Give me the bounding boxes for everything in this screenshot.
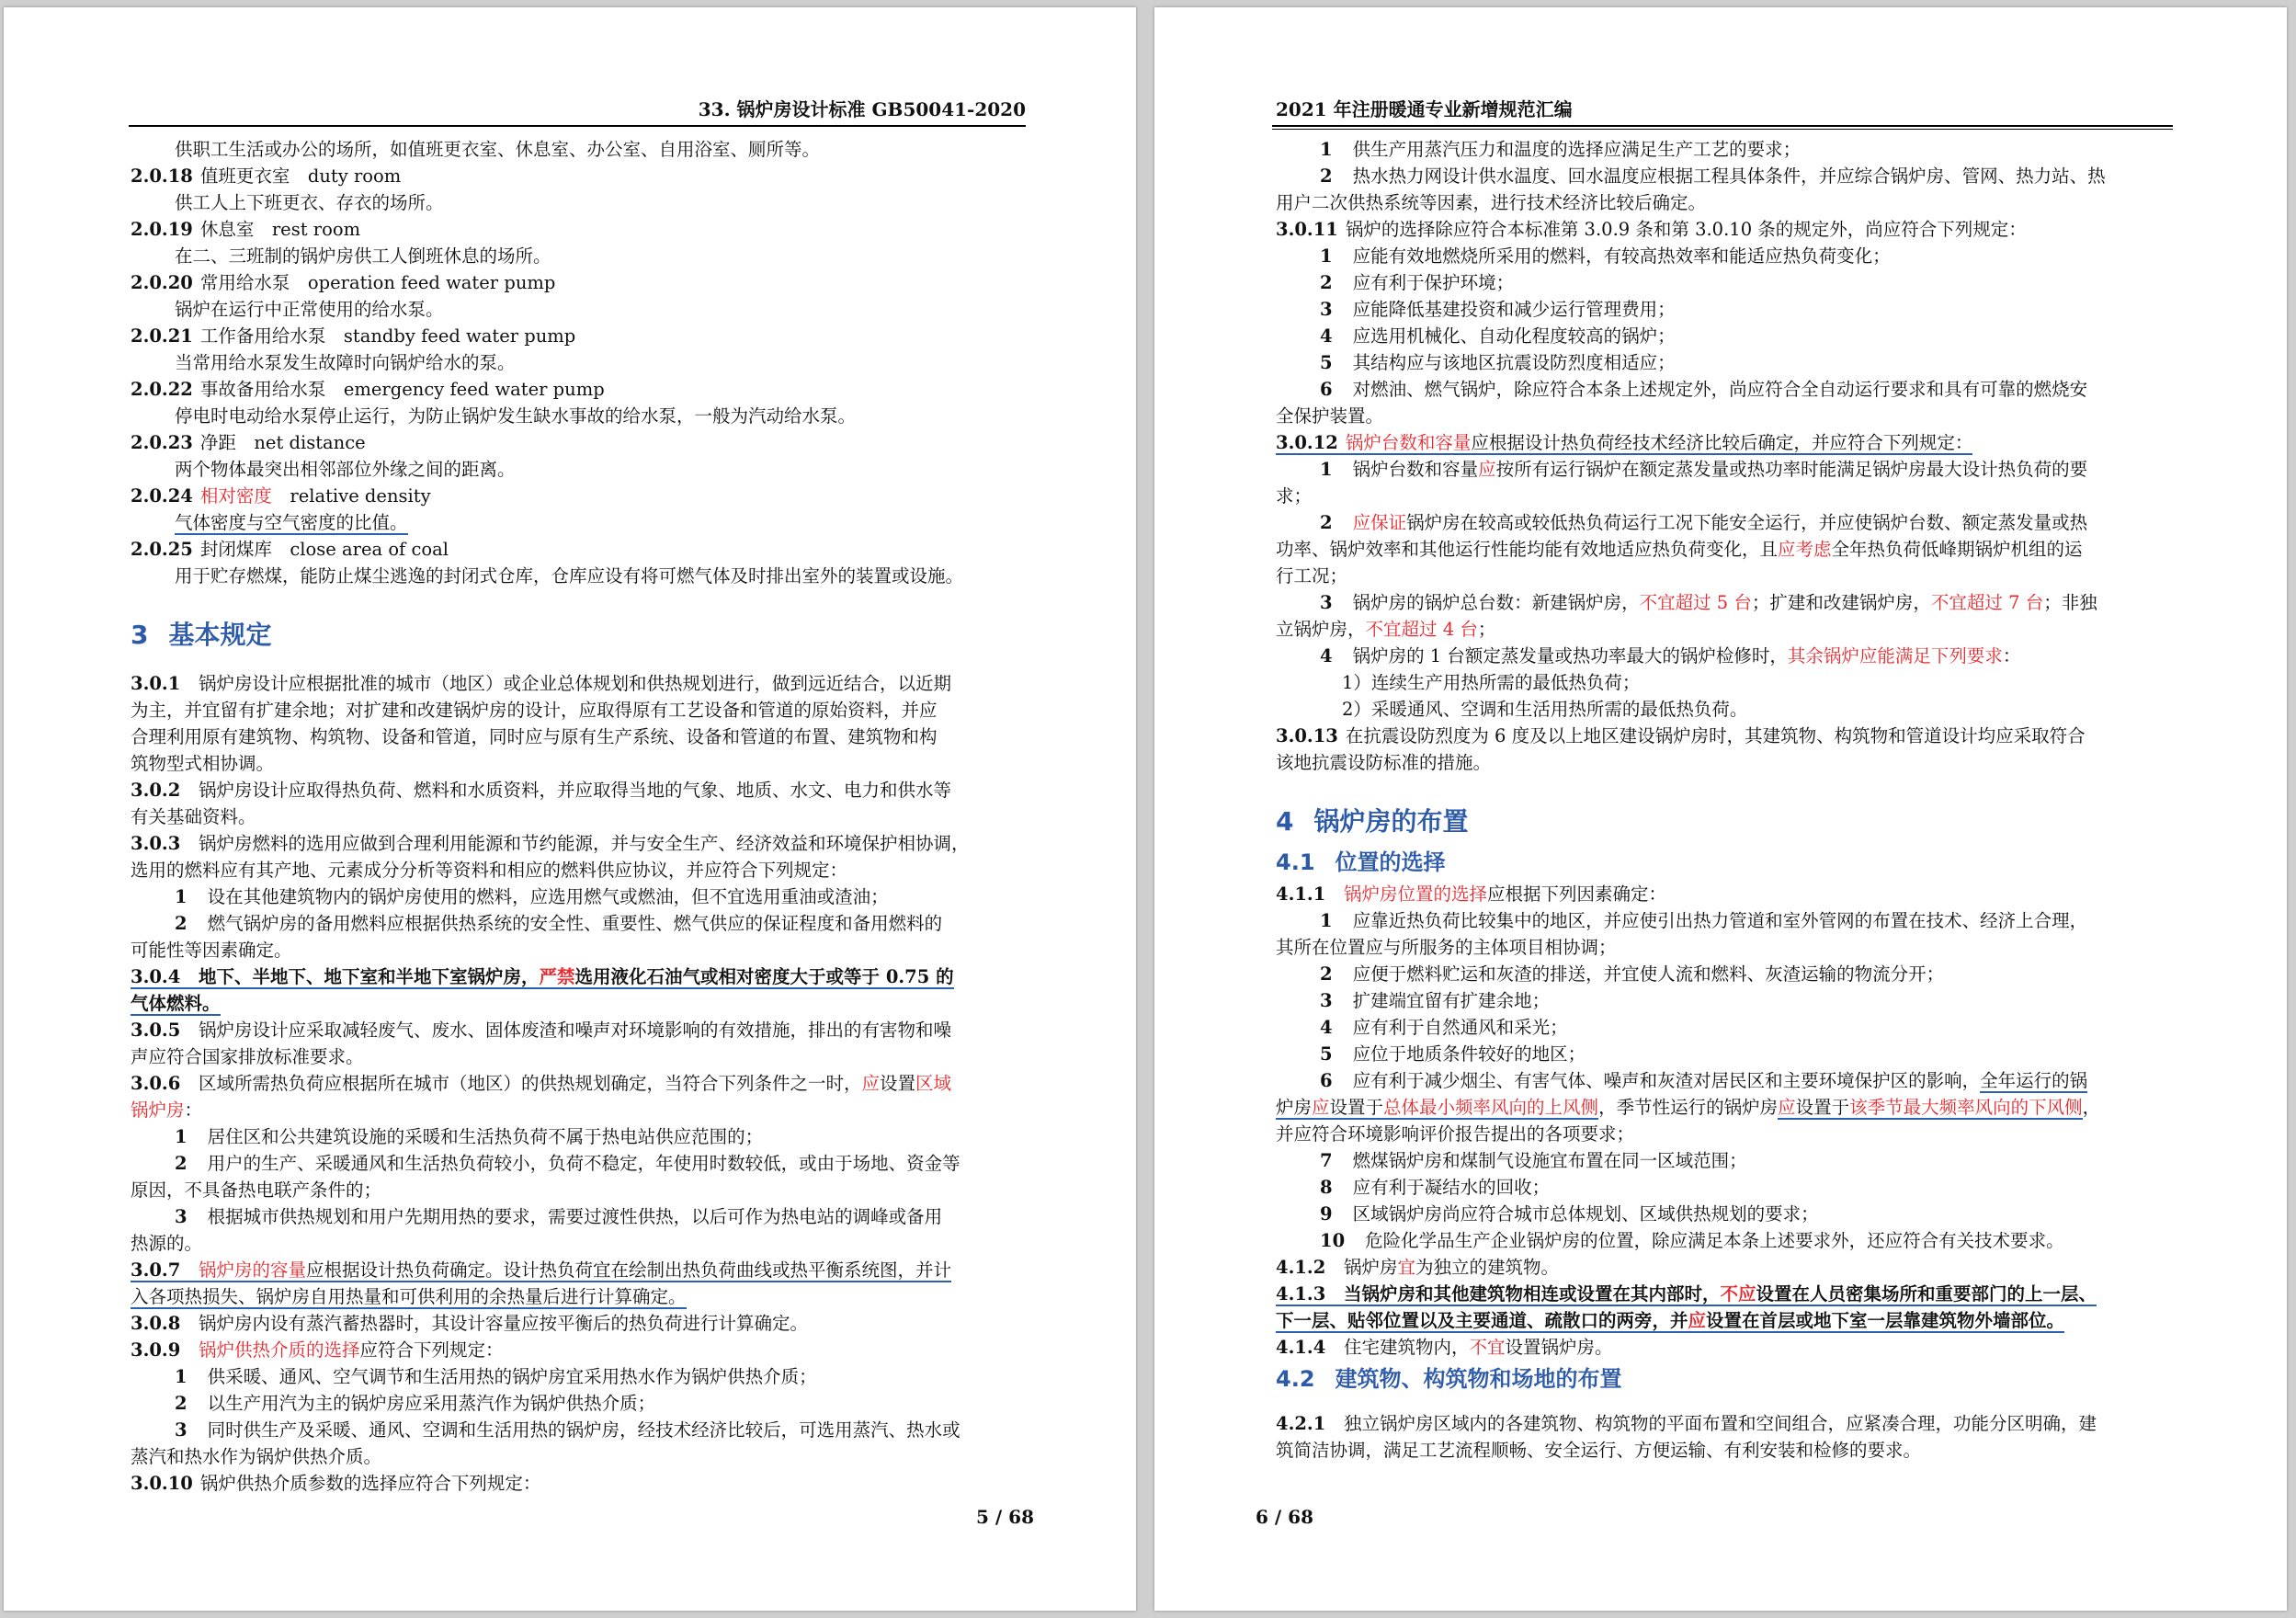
text-line: 为主，并宜留有扩建余地；对扩建和改建锅炉房的设计，应取得原有工艺设备和管道的原始资料，并应	[131, 700, 938, 721]
text-line	[131, 1283, 1031, 1310]
subsection-title: 位置的选择	[1335, 849, 1446, 875]
clause-line	[131, 777, 1031, 803]
highlight-text: 应保证	[1352, 512, 1407, 533]
text-line: 在二、三班制的锅炉房供工人倒班休息的场所。	[175, 245, 551, 267]
item-text: 居住区和公共建筑设施的采暖和生活热负荷不属于热电站供应范围的；	[207, 1126, 764, 1147]
underlined-text: 入各项热损失、锅炉房自用热量和可供利用的余热量后进行计算确定。	[131, 1286, 687, 1307]
item-number: 1	[175, 1126, 188, 1147]
clause-text: 设置	[880, 1073, 916, 1094]
item-text: 应有利于自然通风和采光；	[1352, 1017, 1568, 1038]
mandatory-clause-line	[1276, 1281, 2177, 1307]
item-text: 其结构应与该地区抗震设防烈度相适应；	[1352, 352, 1676, 373]
item-number: 3	[175, 1419, 188, 1441]
item-number: 10	[1320, 1230, 1346, 1251]
highlight-text: 严禁	[539, 966, 575, 987]
highlight-text: 不宜	[1469, 1337, 1506, 1358]
text-line: 求；	[1276, 485, 1313, 507]
item-line	[1276, 136, 2177, 163]
sub-item-line: 2）采暖通风、空调和生活用热所需的最低热负荷。	[1342, 699, 1748, 720]
highlight-text: 应	[1312, 1097, 1330, 1118]
item-line	[1276, 987, 2177, 1014]
section-number: 3	[131, 620, 149, 650]
subsection-heading	[1276, 844, 2177, 881]
clause-number: 4.2.1	[1276, 1413, 1326, 1434]
clause-text: 地下、半地下、地下室和半地下室锅炉房，	[199, 966, 540, 987]
text-line: 供工人上下班更衣、存衣的场所。	[175, 192, 444, 213]
item-text: 应能降低基建投资和减少运行管理费用；	[1352, 299, 1676, 320]
highlight-text: 不宜超过 4 台	[1365, 619, 1478, 640]
spacer	[1276, 1397, 2177, 1410]
page-header: 33. 锅炉房设计标准 GB50041-2020	[698, 98, 1026, 120]
spacer	[131, 589, 1031, 613]
item-number: 8	[1320, 1177, 1333, 1198]
item-number: 4	[1320, 1017, 1333, 1038]
item-line	[131, 1123, 1031, 1150]
clause-line	[1276, 216, 2177, 243]
clause-text: 为独立的建筑物。	[1415, 1257, 1560, 1278]
text-line	[1276, 616, 2177, 643]
clause-number: 3.0.1	[131, 673, 181, 694]
clause-line	[131, 1470, 1031, 1497]
highlight-text: 应	[1778, 1097, 1796, 1118]
text-line: 原因，不具备热电联产条件的；	[131, 1179, 382, 1201]
item-number: 1	[175, 886, 188, 907]
underlined-text: 气体密度与空气密度的比值。	[175, 512, 408, 533]
text-line: 两个物体最突出相邻部位外缘之间的距离。	[175, 459, 516, 480]
item-line	[1276, 1041, 2177, 1067]
text: 炉房	[1276, 1097, 1313, 1118]
clause-line	[131, 163, 1031, 189]
item-text: 对燃油、燃气锅炉，除应符合本条上述规定外，尚应符合全自动运行要求和具有可靠的燃烧安	[1352, 379, 2088, 400]
text: ，	[2082, 1097, 2101, 1118]
text-line: 合理利用原有建筑物、构筑物、设备和管道，同时应与原有生产系统、设备和管道的布置、建筑物和构	[131, 726, 938, 747]
text-line: 选用的燃料应有其产地、元素成分分析等资料和相应的燃料供应协议，并应符合下列规定：	[131, 860, 848, 881]
clause-number: 3.0.10	[131, 1473, 193, 1494]
clause-number: 2.0.20	[131, 272, 193, 293]
item-number: 1	[1320, 910, 1333, 931]
item-line	[1276, 376, 2177, 403]
item-line	[131, 1150, 1031, 1177]
clause-line	[1276, 1410, 2177, 1437]
text: 功率、锅炉效率和其他运行性能均能有效地适应热负荷变化，且	[1276, 539, 1779, 560]
item-line	[1276, 349, 2177, 376]
mandatory-clause-line	[131, 963, 1031, 990]
text-line: 其所在位置应与所服务的主体项目相协调；	[1276, 937, 1617, 958]
item-text: 应选用机械化、自动化程度较高的锅炉；	[1352, 325, 1676, 347]
item-number: 3	[1320, 299, 1333, 320]
clause-line	[131, 830, 1031, 857]
clause-text: 锅炉房设计应根据批准的城市（地区）或企业总体规划和供热规划进行，做到远近结合，以近期	[199, 673, 952, 694]
term: 净距 net distance	[199, 432, 366, 453]
item-line	[1276, 243, 2177, 269]
page-number: 6 / 68	[1256, 1506, 1313, 1528]
term: relative density	[271, 485, 431, 507]
clause-number: 4.1.4	[1276, 1337, 1326, 1358]
item-line	[131, 1390, 1031, 1417]
text-line: 行工况；	[1276, 565, 1348, 587]
item-text: 危险化学品生产企业锅炉房的位置，除应满足本条上述要求外，还应符合有关技术要求。	[1365, 1230, 2064, 1251]
header-rule-secondary	[1272, 129, 2173, 130]
clause-line	[131, 483, 1031, 509]
highlight-text: 锅炉房的容量	[199, 1259, 307, 1281]
clause-text: 应符合下列规定：	[359, 1339, 504, 1361]
item-line	[1276, 163, 2177, 189]
clause-text: 锅炉供热介质参数的选择应符合下列规定：	[199, 1473, 541, 1494]
item-text: 根据城市供热规划和用户先期用热的要求，需要过渡性供热，以后可作为热电站的调峰或备用	[207, 1206, 943, 1227]
term: 工作备用给水泵 standby feed water pump	[199, 325, 576, 347]
item-number: 4	[1320, 325, 1333, 347]
item-number: 5	[1320, 352, 1333, 373]
clause-number: 4.1.1	[1276, 883, 1326, 905]
item-text: 燃煤锅炉房和煤制气设施宜布置在同一区域范围；	[1352, 1150, 1747, 1171]
item-text: 应位于地质条件较好的地区；	[1352, 1043, 1586, 1065]
text-line	[1276, 1307, 2177, 1334]
item-text: 锅炉房的 1 台额定蒸发量或热功率最大的锅炉检修时，	[1352, 645, 1788, 667]
item-line	[1276, 1067, 2177, 1094]
clause-text: 应根据下列因素确定：	[1487, 883, 1667, 905]
text-line: 可能性等因素确定。	[131, 940, 292, 961]
highlight-text: 区域	[915, 1073, 952, 1094]
clause-number: 4.1.3	[1276, 1283, 1326, 1305]
highlight-text: 宜	[1397, 1257, 1416, 1278]
item-number: 2	[175, 1153, 188, 1174]
term: 封闭煤库 close area of coal	[199, 539, 449, 560]
subsection-title: 建筑物、构筑物和场地的布置	[1335, 1366, 1622, 1392]
text-line: 全保护装置。	[1276, 405, 1384, 427]
text-line: 用于贮存燃煤，能防止煤尘逃逸的封闭式仓库，仓库应设有将可燃气体及时排出室外的装置或设施。	[175, 565, 964, 587]
clause-text: 锅炉房设计应采取减轻废气、废水、固体废渣和噪声对环境影响的有效措施，排出的有害物和噪	[199, 1020, 952, 1041]
clause-line	[1276, 1254, 2177, 1281]
clause-number: 3.0.11	[1276, 219, 1338, 240]
item-number: 9	[1320, 1203, 1333, 1225]
text: ，季节性运行的锅炉房	[1598, 1097, 1779, 1118]
underlined-text: 全年运行的锅	[1980, 1070, 2088, 1091]
clause-line	[131, 1337, 1031, 1363]
clause-text: 锅炉的选择除应符合本标准第 3.0.9 条和第 3.0.10 条的规定外，尚应符合下列规定：	[1345, 219, 2027, 240]
clause-text: 应根据设计热负荷确定。设计热负荷宜在绘制出热负荷曲线或热平衡系统图，并计	[306, 1259, 952, 1281]
text: 下一层、贴邻位置以及主要通道、疏散口的两旁，并	[1276, 1310, 1688, 1331]
clause-text: 锅炉房	[1344, 1257, 1398, 1278]
clause-line	[1276, 429, 2177, 456]
item-number: 2	[1320, 165, 1333, 187]
item-text: 应有利于保护环境；	[1352, 272, 1515, 293]
subsection-number: 4.2	[1276, 1366, 1315, 1392]
item-number: 1	[1320, 245, 1333, 267]
item-line	[131, 1203, 1031, 1230]
text-line: 并应符合环境影响评价报告提出的各项要求；	[1276, 1123, 1635, 1145]
item-number: 5	[1320, 1043, 1333, 1065]
highlight-text: 应	[1688, 1310, 1707, 1331]
subsection-number: 4.1	[1276, 849, 1315, 875]
page-content	[1276, 136, 2177, 1464]
clause-line	[131, 376, 1031, 403]
term: 常用给水泵 operation feed water pump	[199, 272, 556, 293]
item-number: 4	[1320, 645, 1333, 667]
text: 立锅炉房，	[1276, 619, 1366, 640]
item-text: 应便于燃料贮运和灰渣的排送，并宜使人流和燃料、灰渣运输的物流分开；	[1352, 963, 1945, 985]
highlight-text: 应	[861, 1073, 881, 1094]
clause-text: 锅炉房设计应取得热负荷、燃料和水质资料，并应取得当地的气象、地质、水文、电力和供水等	[199, 780, 952, 801]
clause-text: 设置锅炉房。	[1505, 1337, 1613, 1358]
text: 设置于	[1329, 1097, 1384, 1118]
text-line	[131, 509, 1031, 536]
clause-number: 3.0.3	[131, 833, 181, 854]
sub-item-line: 1）连续生产用热所需的最低热负荷；	[1342, 672, 1641, 693]
section-title: 基本规定	[168, 620, 272, 650]
section-heading	[131, 613, 1031, 657]
item-text: 按所有运行锅炉在额定蒸发量或热功率时能满足锅炉房最大设计热负荷的要	[1495, 459, 2088, 480]
text-line	[1276, 536, 2177, 563]
highlight-text: 锅炉供热介质的选择	[199, 1339, 360, 1361]
item-text: 供生产用蒸汽压力和温度的选择应满足生产工艺的要求；	[1352, 139, 1802, 160]
highlight-text: 不宜超过 7 台	[1930, 592, 2044, 613]
clause-text: 设置在人员密集场所和重要部门的上一层、	[1756, 1283, 2097, 1305]
clause-number: 2.0.23	[131, 432, 193, 453]
highlight-text: 应考虑	[1778, 539, 1832, 560]
spacer	[131, 657, 1031, 670]
text-line	[131, 990, 1031, 1017]
clause-line	[131, 216, 1031, 243]
text-line: 声应符合国家排放标准要求。	[131, 1046, 364, 1067]
item-line	[131, 1363, 1031, 1390]
item-line	[131, 883, 1031, 910]
clause-number: 3.0.8	[131, 1313, 181, 1334]
item-number: 3	[1320, 592, 1333, 613]
clause-number: 2.0.21	[131, 325, 193, 347]
item-number: 3	[1320, 990, 1333, 1011]
clause-line	[131, 1310, 1031, 1337]
text-line: 有关基础资料。	[131, 806, 256, 827]
item-line	[1276, 589, 2177, 616]
item-number: 7	[1320, 1150, 1333, 1171]
clause-number: 2.0.22	[131, 379, 193, 400]
text-line: 锅炉在运行中正常使用的给水泵。	[175, 299, 444, 320]
section-heading	[1276, 800, 2177, 844]
page-header: 2021 年注册暖通专业新增规范汇编	[1276, 98, 1573, 120]
text: 设置于	[1795, 1097, 1850, 1118]
item-text: 设在其他建筑物内的锅炉房使用的燃料，应选用燃气或燃油，但不宜选用重油或渣油；	[207, 886, 889, 907]
item-line	[1276, 509, 2177, 536]
clause-text: 锅炉房燃料的选用应做到合理利用能源和节约能源，并与安全生产、经济效益和环境保护相协调，	[199, 833, 970, 854]
clause-line	[131, 536, 1031, 563]
page-number: 5 / 68	[976, 1506, 1034, 1528]
clause-number: 2.0.19	[131, 219, 193, 240]
item-text: 用户的生产、采暖通风和生活热负荷较小，负荷不稳定，年使用时数较低，或由于场地、资金等	[207, 1153, 960, 1174]
text: ；	[1477, 619, 1496, 640]
clause-line	[131, 670, 1031, 697]
highlight-text: 该季节最大频率风向的下风侧	[1849, 1097, 2083, 1118]
highlight-text: 锅炉房位置的选择	[1344, 883, 1488, 905]
clause-line	[1276, 723, 2177, 749]
item-line	[1276, 1227, 2177, 1254]
clause-number: 2.0.25	[131, 539, 193, 560]
item-line	[1276, 323, 2177, 349]
clause-line	[131, 429, 1031, 456]
item-line	[1276, 643, 2177, 669]
item-line	[1276, 1014, 2177, 1041]
subsection-heading	[1276, 1361, 2177, 1397]
document-page-right	[1154, 7, 2287, 1611]
item-line	[1276, 296, 2177, 323]
item-text: 同时供生产及采暖、通风、空调和生活用热的锅炉房，经技术经济比较后，可选用蒸汽、热水或	[207, 1419, 960, 1441]
item-text: 应能有效地燃烧所采用的燃料，有较高热效率和能适应热负荷变化；	[1352, 245, 1891, 267]
item-number: 3	[175, 1206, 188, 1227]
item-line	[1276, 907, 2177, 934]
text-line: 筑物型式相协调。	[131, 753, 275, 774]
section-number: 4	[1276, 806, 1294, 837]
clause-number: 3.0.6	[131, 1073, 181, 1094]
item-text: 应有利于凝结水的回收；	[1352, 1177, 1551, 1198]
document-page-left	[4, 7, 1136, 1611]
item-number: 2	[175, 913, 188, 934]
clause-number: 3.0.13	[1276, 725, 1338, 746]
clause-text: 在抗震设防烈度为 6 度及以上地区建设锅炉房时，其建筑物、构筑物和管道设计均应采取符合	[1345, 725, 2086, 746]
clause-number: 3.0.7	[131, 1259, 181, 1281]
highlight-text: 不应	[1720, 1283, 1756, 1305]
text-line: 用户二次供热系统等因素，进行技术经济比较后确定。	[1276, 192, 1707, 213]
item-number: 6	[1320, 1070, 1333, 1091]
highlight-text: 不宜超过 5 台	[1639, 592, 1752, 613]
item-text: ：	[2002, 645, 2021, 667]
text-line: 该地抗震设防标准的措施。	[1276, 752, 1492, 773]
item-number: 6	[1320, 379, 1333, 400]
term: 事故备用给水泵 emergency feed water pump	[199, 379, 605, 400]
clause-text: 锅炉房内设有蒸汽蓄热器时，其设计容量应按平衡后的热负荷进行计算确定。	[199, 1313, 809, 1334]
item-line	[1276, 1147, 2177, 1174]
page-content	[131, 136, 1031, 1497]
clause-number: 3.0.12	[1276, 432, 1338, 453]
text-line: 筑简洁协调，满足工艺流程顺畅、安全运行、方便运输、有利安装和检修的要求。	[1276, 1440, 1922, 1461]
clause-text: 当锅炉房和其他建筑物相连或设置在其内部时，	[1344, 1283, 1721, 1305]
text-line	[131, 1097, 1031, 1123]
header-rule	[129, 125, 1026, 127]
section-title: 锅炉房的布置	[1313, 806, 1469, 837]
highlight-text: 锅炉台数和容量	[1345, 432, 1472, 453]
item-number: 1	[1320, 459, 1333, 480]
clause-number: 3.0.4	[131, 966, 181, 987]
highlight-text: 锅炉房	[131, 1100, 185, 1121]
text-line: 蒸汽和热水作为锅炉供热介质。	[131, 1446, 382, 1467]
highlight-text: 相对密度	[199, 485, 272, 507]
item-text: 燃气锅炉房的备用燃料应根据供热系统的安全性、重要性、燃气供应的保证程度和备用燃料的	[207, 913, 943, 934]
item-number: 2	[1320, 272, 1333, 293]
clause-text: 住宅建筑物内，	[1344, 1337, 1470, 1358]
clause-number: 3.0.9	[131, 1339, 181, 1361]
text: 设置在首层或地下室一层靠建筑物外墙部位。	[1706, 1310, 2065, 1331]
item-text: 应有利于减少烟尘、有害气体、噪声和灰渣对居民区和主要环境保护区的影响，	[1352, 1070, 1981, 1091]
highlight-text: 其余锅炉应能满足下列要求	[1787, 645, 2003, 667]
item-text: ；非独	[2043, 592, 2097, 613]
clause-number: 4.1.2	[1276, 1257, 1326, 1278]
item-line	[1276, 456, 2177, 483]
spacer	[1276, 776, 2177, 800]
text-line: 热源的。	[131, 1233, 203, 1254]
item-number: 2	[1320, 512, 1333, 533]
item-number: 1	[1320, 139, 1333, 160]
term: 休息室 rest room	[199, 219, 361, 240]
clause-line	[131, 323, 1031, 349]
clause-text: 应根据设计热负荷经技术经济比较后确定，并应符合下列规定：	[1471, 432, 1973, 453]
clause-line	[131, 1017, 1031, 1043]
clause-line	[1276, 1334, 2177, 1361]
item-text: 供采暖、通风、空气调节和生活用热的锅炉房宜采用热水作为锅炉供热介质；	[207, 1366, 817, 1387]
item-line	[131, 1417, 1031, 1443]
item-text: 热水热力网设计供水温度、回水温度应根据工程具体条件，并应综合锅炉房、管网、热力站、热	[1352, 165, 2106, 187]
highlight-text: 总体最小频率风向的上风侧	[1383, 1097, 1599, 1118]
item-text: 区域锅炉房尚应符合城市总体规划、区域供热规划的要求；	[1352, 1203, 1819, 1225]
item-number: 1	[175, 1366, 188, 1387]
text: 全年热负荷低峰期锅炉机组的运	[1831, 539, 2083, 560]
text-line	[1276, 1094, 2177, 1121]
item-text: ；扩建和改建锅炉房，	[1751, 592, 1931, 613]
item-text: 扩建端宜留有扩建余地；	[1352, 990, 1551, 1011]
text-line: 停电时电动给水泵停止运行，为防止锅炉发生缺水事故的给水泵，一般为汽动给水泵。	[175, 405, 857, 427]
clause-line	[131, 269, 1031, 296]
item-line	[131, 910, 1031, 937]
item-text: 锅炉台数和容量	[1352, 459, 1479, 480]
item-text: 锅炉房的锅炉总台数：新建锅炉房，	[1352, 592, 1640, 613]
text: ：	[184, 1100, 203, 1121]
item-text: 应靠近热负荷比较集中的地区，并应使引出热力管道和室外管网的布置在技术、经济上合理，	[1352, 910, 2088, 931]
item-number: 2	[1320, 963, 1333, 985]
clause-number: 3.0.5	[131, 1020, 181, 1041]
clause-line	[131, 1070, 1031, 1097]
underlined-text: 气体燃料。	[131, 993, 221, 1014]
item-line	[1276, 269, 2177, 296]
clause-number: 2.0.24	[131, 485, 193, 507]
clause-text: 区域所需热负荷应根据所在城市（地区）的供热规划确定，当符合下列条件之一时，	[199, 1073, 862, 1094]
header-rule	[1272, 125, 2173, 127]
clause-line	[131, 1257, 1031, 1283]
clause-number: 2.0.18	[131, 165, 193, 187]
clause-line	[1276, 881, 2177, 907]
clause-text: 选用液化石油气或相对密度大于或等于 0.75 的	[574, 966, 954, 987]
item-line	[1276, 961, 2177, 987]
text-line: 当常用给水泵发生故障时向锅炉给水的泵。	[175, 352, 516, 373]
text-line: 供职工生活或办公的场所，如值班更衣室、休息室、办公室、自用浴室、厕所等。	[175, 139, 821, 160]
item-text: 以生产用汽为主的锅炉房应采用蒸汽作为锅炉供热介质；	[207, 1393, 656, 1414]
item-line	[1276, 1201, 2177, 1227]
clause-text: 独立锅炉房区域内的各建筑物、构筑物的平面布置和空间组合，应紧凑合理，功能分区明确，建	[1344, 1413, 2097, 1434]
item-text: 锅炉房在较高或较低热负荷运行工况下能安全运行，并应使锅炉台数、额定蒸发量或热	[1406, 512, 2088, 533]
term: 值班更衣室 duty room	[199, 165, 402, 187]
item-number: 2	[175, 1393, 188, 1414]
highlight-text: 应	[1478, 459, 1496, 480]
clause-number: 3.0.2	[131, 780, 181, 801]
item-line	[1276, 1174, 2177, 1201]
